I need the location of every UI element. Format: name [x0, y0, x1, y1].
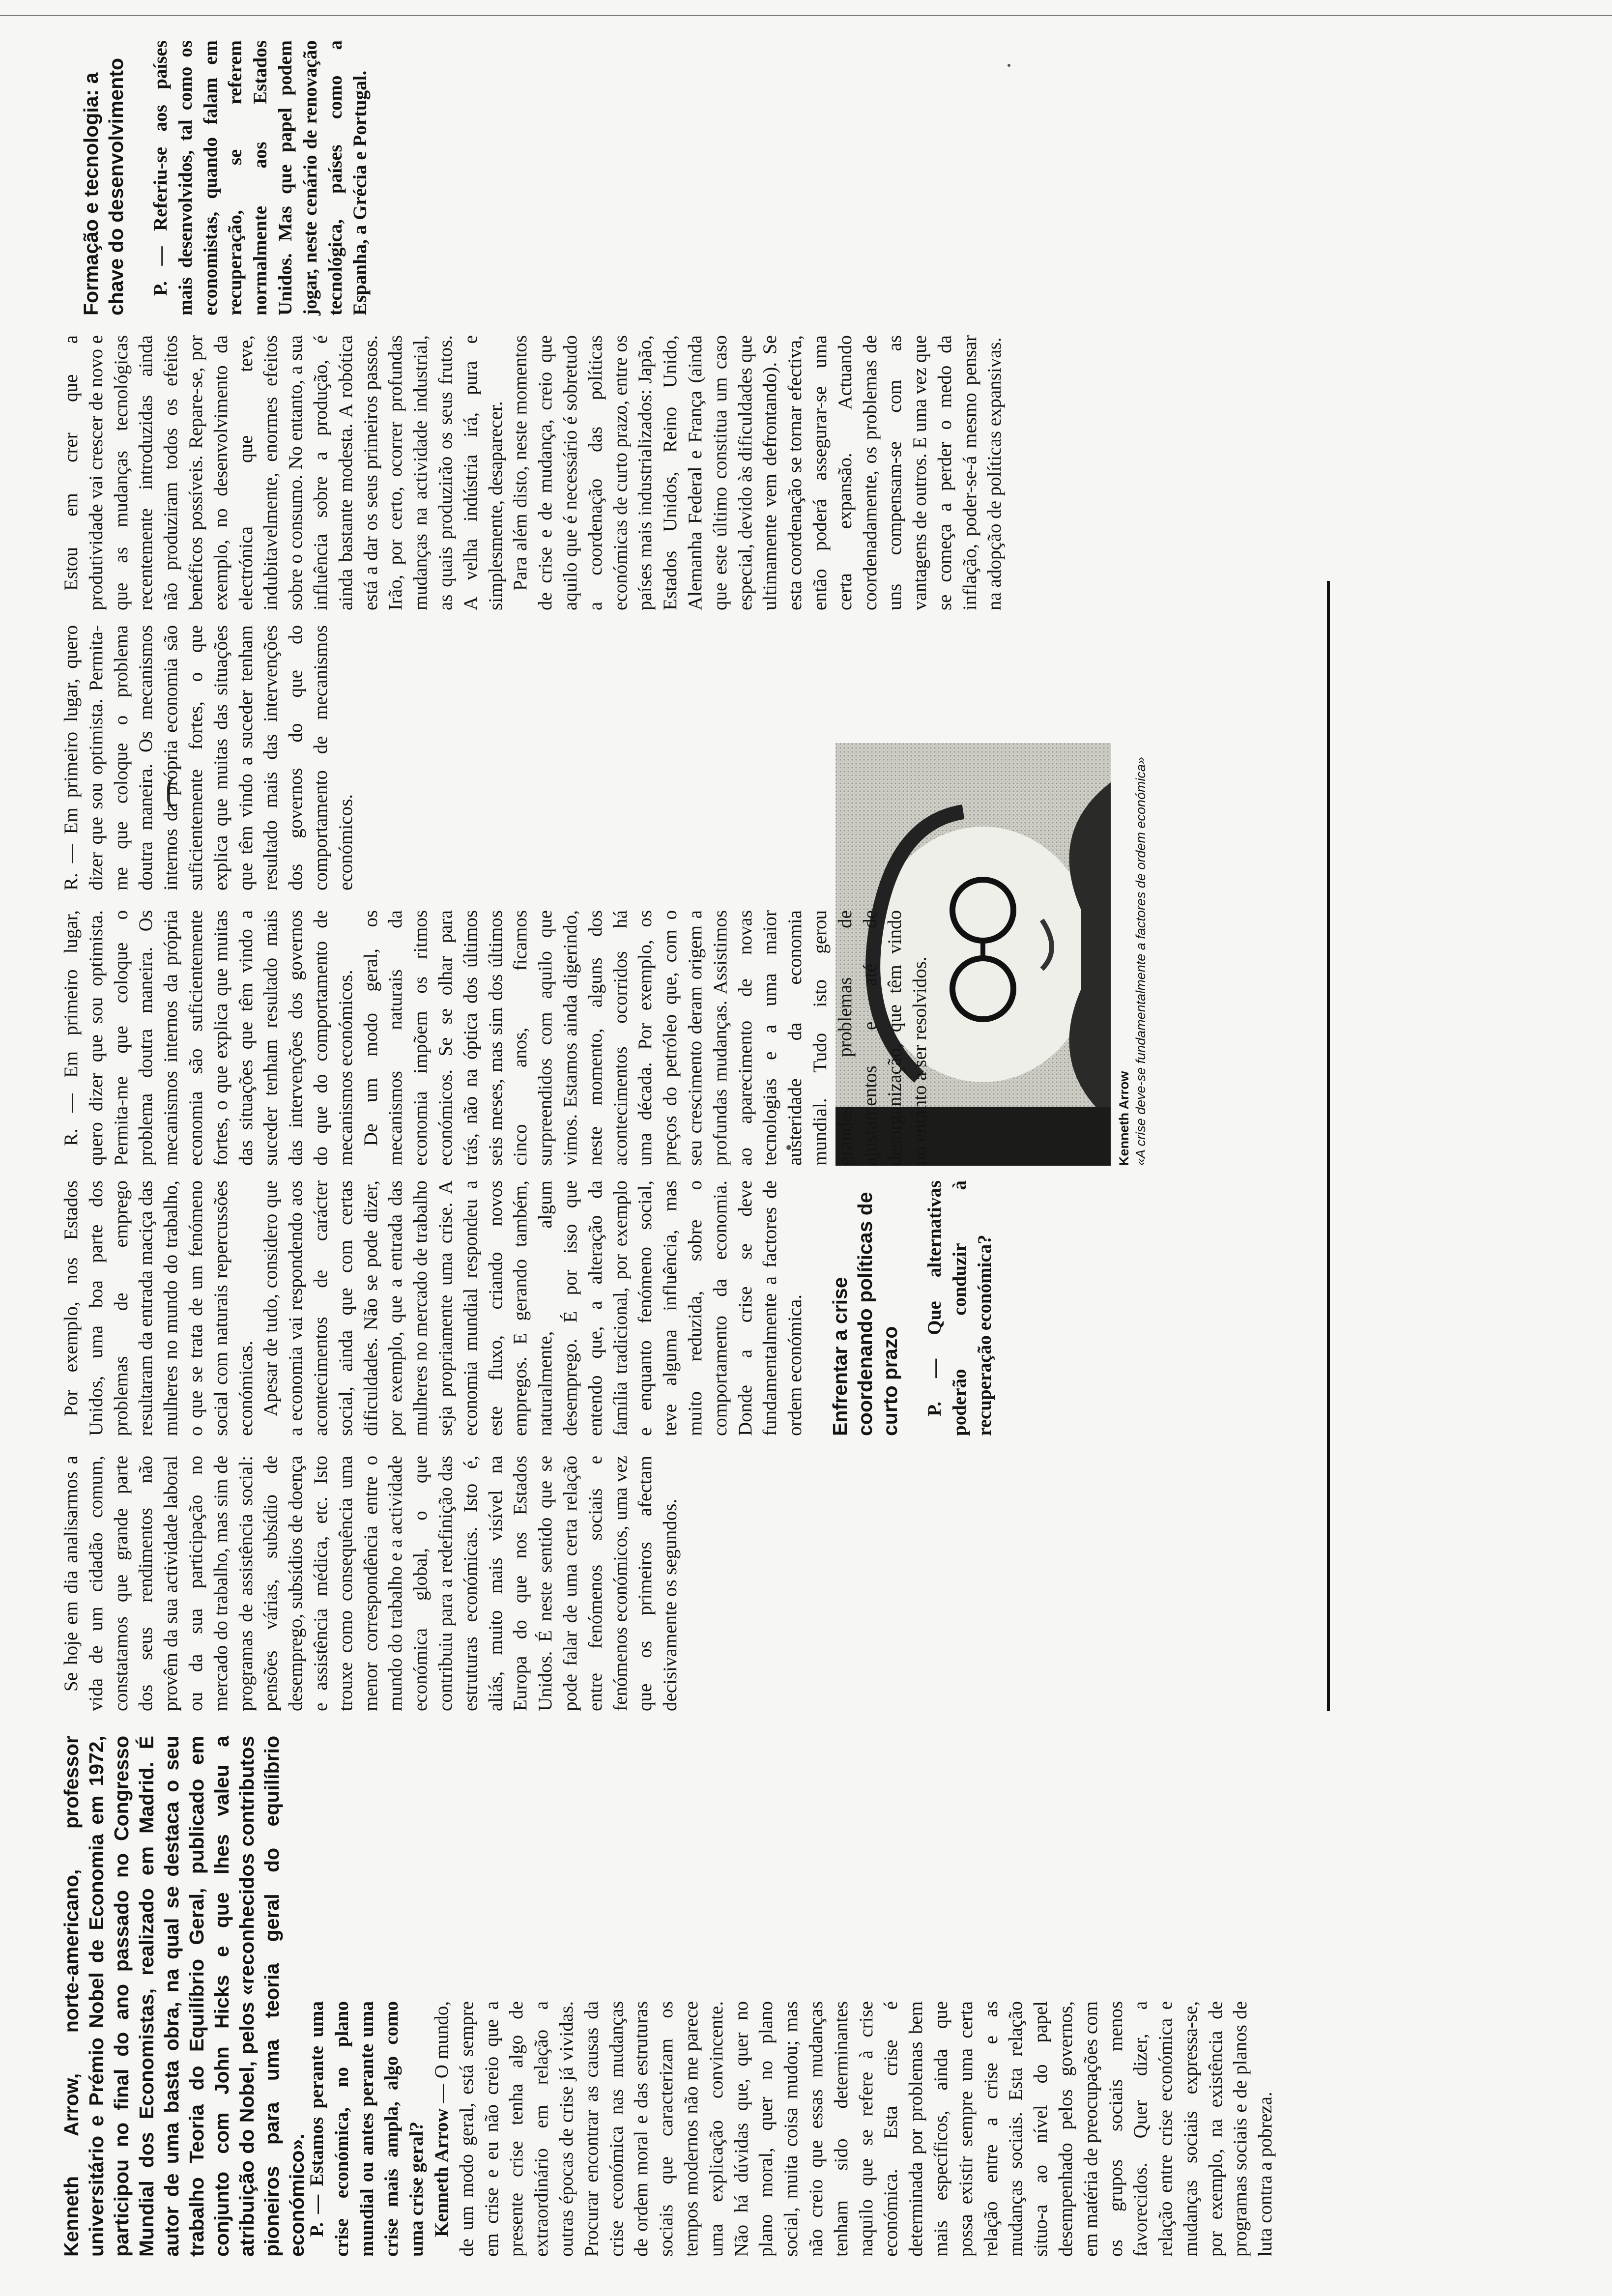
question-2: P. — Que alternativas poderão conduzir à recuperação económica? [923, 1180, 995, 1436]
answer-2-paragraph-2: De um modo geral, os mecanismos naturais da economia impõem os ritmos económicos. Se se olhar para trás, não na óptica dos últimos seis meses, mas sim dos últimos cinco anos, ficamos surpreendidos com aquilo que vimos. Estamos ainda digerindo, neste momento, alguns dos acontecimentos ocorridos há uma década. Por exemplo, os preços do petróleo que, com o seu crescimento deram origem a profundas mudanças. Assistimos ao aparecimento de novas tecnologias e a uma maior austeridade da economia mundial. Tudo isto gerou grandes problemas de ajustamentos e até de desorganização, que têm vindo no entanto a ser resolvidos. [360, 910, 931, 1166]
caption-quote: «A crise deve-se fundamentalmente a factores de ordem económica» [1133, 757, 1148, 1166]
answer-1-paragraph-2: Se hoje em dia analisarmos a vida de um cidadão comum, constatamos que grande parte dos seus rendimentos não provêm da sua actividade laboral ou da sua participação no mercado do trabalho, mas sim de programas de assistência social: pensões várias, subsídio de desemprego, subsídios de doença e assistência médica, etc. Isto trouxe como consequência uma menor correspondência entre o mundo do trabalho e a actividade económica global, o que contribuiu para a redefinição das estruturas económicas. Isto é, aliás, muito mais visível na Europa do que nos Estados Unidos. É neste sentido que se pode falar de uma certa relação entre fenómenos sociais e fenómenos económicos, uma vez que os primeiros afectam decisivamente os segundos. [60, 1456, 681, 1711]
answer-2-paragraph-1: R. — Em primeiro lugar, quero dizer que sou optimista. Permita-me que coloque o problema doutra maneira. Os mecanismos internos da própria economia são suficientemente fortes, o que explica que muitas das situações que têm vindo a suceder tenham resultado mais das intervenções dos governos do que do comportamento de mecanismos económicos. [60, 910, 356, 1166]
column-1a [305, 2001, 1278, 2257]
photo-caption [1116, 743, 1149, 1166]
column-2 [305, 1736, 1337, 1981]
answer-1-paragraph-1: — O mundo, de um modo geral, está sempre em crise e eu não creio que a presente crise tenha algo de extraordinário em relação a outras épocas de crise já vividas. Procurar encontrar as causas da crise económica nas mudanças de ordem moral e das estruturas sociais que caracterizam os tempos modernos não me parece uma explicação convincente. Não há dúvidas que, quer no plano moral, quer no plano social, muita coisa mudou; mas não creio que essas mudanças tenham sido determinantes naquilo que se refere à crise económica. Esta crise é determinada por problemas bem mais específicos, ainda que possa existir sempre uma certa relação entre a crise e as mudanças sociais. Esta relação situo-a ao nível do papel desempenhado pelos governos, em matéria de preocupações com os grupos sociais menos favorecidos. Quer dizer, a relação entre crise económica e mudanças sociais expressa-se, por exemplo, na existência de programas sociais e de planos de luta contra a pobreza. [431, 2001, 1276, 2257]
section-rule [1327, 581, 1330, 1711]
column-1 [59, 1736, 310, 2257]
answer-2-paragraph-4: Para além disto, neste momentos de crise e de mudança, creio que aquilo que é necessário é sobretudo a coordenação das políticas económicas de curto prazo, entre os países mais industrializados: Japão, Estados Unidos, Reino Unido, Alemanha Federal e França (ainda que este último constitua um caso especial, devido às dificuldades que ultimamente vem defrontando). Se esta coordenação se tornar efectiva, então poderá assegurar-se uma certa expansão. Actuando coordenadamente, os problemas de uns compensam-se com as vantagens de outros. E uma vez que se começa a perder o medo da inflação, poder-se-á mesmo pensar na adopção de políticas expansivas. [510, 335, 1006, 610]
subheading-crisis: Enfrentar a crise coordenando políticas de curto prazo [828, 1192, 901, 1436]
column-7 [59, 335, 1008, 610]
answer-2-paragraph-1-text: R. — Em primeiro lugar, quero dizer que sou optimista. Permita-me que coloque o problema doutra maneira. Os mecanismos internos da própria economia são suficientemente fortes, o que explica que muitas das situações que têm vindo a suceder tenham resultado mais das intervenções dos governos do que do comportamento de mecanismos económicos. [60, 625, 356, 890]
answer-1-speaker: Kenneth Arrow [431, 2108, 452, 2237]
question-1: P. — Estamos perante uma crise económica, no plano mundial ou antes perante uma crise mais ampla, algo como uma crise geral? [306, 2001, 428, 2257]
article-intro: Kenneth Arrow, norte-americano, professor universitário e Prémio Nobel de Economia em 1972, participou no final do ano passado no Congresso Mundial dos Economistas, realizado em Madrid. É autor de uma basta obra, na qual se destaca o seu trabalho Teoria do Equilíbrio Geral, publicado em conjunto com John Hicks e que lhes valeu a atribuição do Nobel, pelos «reconhecidos contributos pioneiros para uma teoria geral do equilíbrio económico». [60, 1736, 308, 2257]
column-8 [59, 40, 373, 316]
column-3 [59, 1456, 683, 1711]
column-6 [59, 625, 826, 890]
question-3: P. — Referiu-se aos países mais desenvolvidos, tal como os economistas, quando falam em recuperação, se referem normalmente aos Estados Unidos. Mas que papel podem jogar, neste cenário de renovação tecnológica, países como a Espanha, a Grécia e Portugal. [150, 40, 371, 316]
caption-name: Kenneth Arrow [1117, 1071, 1131, 1166]
column-4 [59, 1180, 997, 1436]
subheading-training-technology: Formação e tecnologia: a chave do desenvolvimento [80, 57, 127, 316]
answer-1-paragraph-3: Por exemplo, nos Estados Unidos, uma boa parte dos problemas de emprego resultaram da entrada maciça das mulheres no mundo do trabalho, o que se trata de um fenómeno social com naturais repercussões económicas. [60, 1180, 257, 1436]
answer-2-paragraph-3: Estou em crer que a produtividade vai crescer de novo e que as mudanças tecnológicas recentemente introduzidas ainda não produziram todos os efeitos benéficos possíveis. Repare-se, por exemplo, no desenvolvimento da electrónica que teve, indubitavelmente, enormes efeitos sobre o consumo. No entanto, a sua influência sobre a produção, é ainda bastante modesta. A robótica está a dar os seus primeiros passos. Irão, por certo, ocorrer profundas mudanças na actividade industrial, as quais produzirão os seus frutos. A velha indústria irá, pura e simplesmente, desaparecer. [60, 335, 506, 610]
answer-1-paragraph-4: Apesar de tudo, considero que a economia vai respondendo aos acontecimentos de carácter social, ainda que com certas dificuldades. Não se pode dizer, por exemplo, que a entrada das mulheres no mercado de trabalho seja propriamente uma crise. A economia mundial respondeu a este fluxo, criando novos empregos. E gerando também, naturalmente, algum desemprego. É por isso que entendo que, a alteração da família tradicional, por exemplo e enquanto fenómeno social, teve alguma influência, mas muito reduzida, sobre o comportamento da economia. Donde a crise se deve fundamentalmente a factores de ordem económica. [260, 1180, 806, 1436]
column-5 [59, 910, 931, 1166]
